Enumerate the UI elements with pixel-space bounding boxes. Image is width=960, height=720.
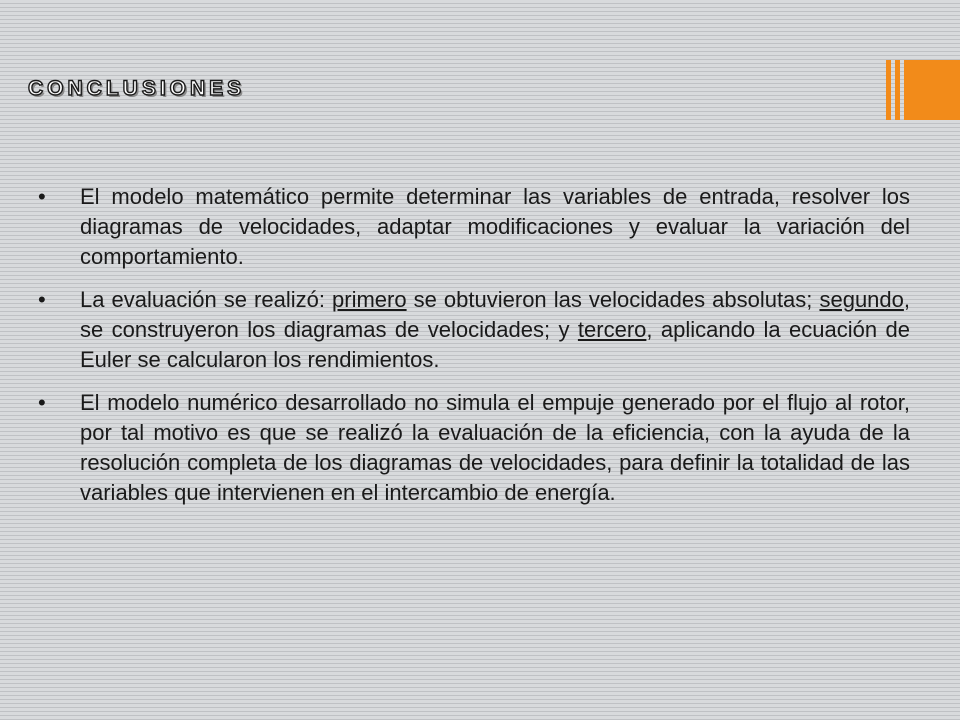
bullet-text-part: La evaluación se realizó:: [80, 287, 333, 312]
list-item: [30, 388, 910, 508]
bullet-icon: •: [38, 184, 46, 209]
slide-title: CONCLUSIONES: [28, 77, 246, 100]
bullet-text-part: , se construyeron los diagramas de velocidades; y: [80, 287, 911, 342]
bullet-icon: •: [38, 287, 46, 312]
bullet-text-part: se obtuvieron las velocidades absolutas;: [406, 287, 820, 312]
bullet-text: El modelo numérico desarrollado no simula el empuje generado por el flujo al rotor, por tal motivo es que se realizó la evaluación de la eficiencia, con la ayuda de la resolución completa de los diagramas de velocidades, para definir la totalidad de las variables que intervienen en el intercambio de energía.: [80, 390, 910, 505]
conclusions-list: [30, 182, 910, 521]
bullet-text: El modelo matemático permite determinar las variables de entrada, resolver los diagramas de velocidades, adaptar modificaciones y evaluar la variación del comportamiento.: [80, 184, 910, 269]
underlined-word-segundo: segundo: [819, 287, 904, 312]
bullet-text-part: , aplicando la ecuación de Euler se calcularon los rendimientos.: [80, 317, 910, 372]
underlined-word-tercero: tercero: [577, 317, 647, 342]
underlined-word-primero: primero: [332, 287, 407, 312]
accent-bar-thin: [886, 60, 891, 120]
bullet-icon: •: [38, 390, 46, 415]
list-item: [30, 285, 910, 375]
list-item: [30, 182, 910, 272]
accent-block: [904, 60, 960, 120]
accent-bar-medium: [895, 60, 900, 120]
